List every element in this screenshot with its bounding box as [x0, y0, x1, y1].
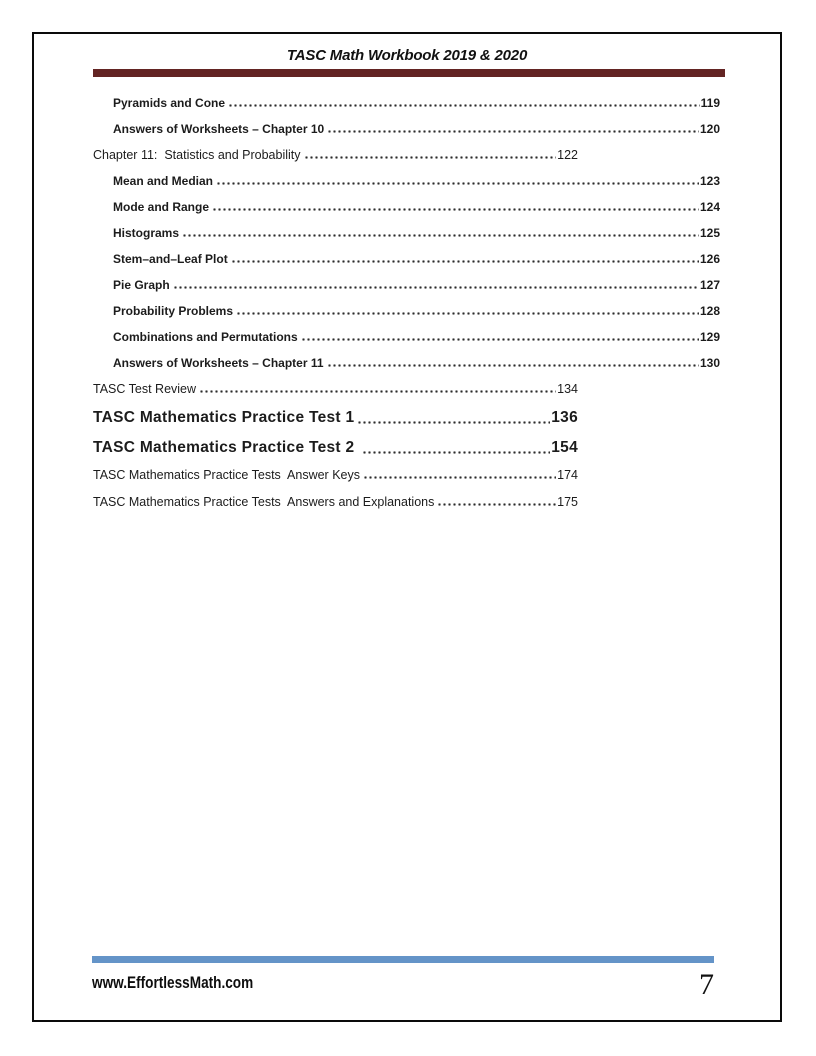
dot-leader [357, 421, 550, 424]
toc-entry-label: Histograms [113, 226, 180, 240]
toc-entry-page: 120 [699, 122, 720, 136]
toc-entry [113, 278, 720, 292]
toc-entry-page: 174 [557, 468, 578, 482]
dot-leader [363, 476, 556, 479]
toc-entry [113, 174, 720, 188]
toc-entry-label: Answers of Worksheets – Chapter 10 [113, 122, 325, 136]
dot-leader [437, 503, 556, 506]
toc-entry-label: Mean and Median [113, 174, 214, 188]
toc-entry-label: Answers of Worksheets – Chapter 11 [113, 356, 324, 370]
toc-list [93, 96, 720, 509]
page-title: TASC Math Workbook 2019 & 2020 [286, 47, 528, 64]
toc-entry-label: Combinations and Permutations [113, 330, 298, 344]
dot-leader [304, 156, 557, 159]
toc-entry-label: TASC Mathematics Practice Test 2 [93, 439, 360, 456]
dot-leader [327, 364, 699, 367]
toc-entry [93, 468, 720, 482]
dot-leader [327, 130, 699, 133]
toc-entry-label: Chapter 11: Statistics and Probability [93, 148, 301, 162]
toc-entry-page: 154 [551, 439, 578, 456]
toc-entry-page: 136 [551, 409, 578, 426]
toc-entry-label: Pie Graph [113, 278, 170, 292]
dot-leader [199, 390, 556, 393]
toc-entry [93, 495, 720, 509]
toc-entry-page: 124 [699, 200, 720, 214]
website-link: www.EffortlessMath.com [92, 973, 254, 992]
dot-leader [301, 338, 699, 341]
toc-entry-label: Stem–and–Leaf Plot [113, 252, 228, 266]
toc-entry-label: TASC Mathematics Practice Test 1 [93, 409, 355, 426]
toc-entry [93, 148, 720, 162]
toc-entry [93, 438, 720, 457]
toc-entry-page: 122 [557, 148, 578, 162]
dot-leader [212, 208, 699, 211]
toc-entry-page: 130 [699, 356, 720, 370]
toc-entry [113, 356, 720, 370]
toc-entry-label: TASC Test Review [93, 382, 197, 396]
dot-leader [228, 104, 700, 107]
toc-entry-label: TASC Mathematics Practice Tests Answer Keys [93, 468, 360, 482]
toc-entry [113, 122, 720, 136]
toc-entry [113, 304, 720, 318]
page-number: 7 [699, 968, 714, 1001]
toc-entry-page: 128 [699, 304, 720, 318]
page-footer [92, 956, 714, 1000]
dot-leader [362, 451, 550, 454]
header-accent-bar [93, 69, 725, 77]
toc-entry [113, 226, 720, 240]
toc-entry [113, 200, 720, 214]
dot-leader [231, 260, 699, 263]
toc-entry [113, 96, 720, 110]
toc-entry-label: Mode and Range [113, 200, 210, 214]
dot-leader [182, 234, 699, 237]
toc-entry-label: Probability Problems [113, 304, 234, 318]
toc-entry-page: 127 [699, 278, 720, 292]
toc-entry [113, 330, 720, 344]
toc-entry [93, 382, 720, 396]
footer-row [92, 970, 714, 1000]
toc-entry-page: 119 [700, 96, 720, 110]
toc-entry-page: 134 [557, 382, 578, 396]
toc-entry-page: 129 [699, 330, 720, 344]
toc-entry-page: 126 [699, 252, 720, 266]
dot-leader [216, 182, 699, 185]
footer-accent-bar [92, 956, 714, 963]
toc-entry [93, 408, 720, 427]
toc-entry-page: 123 [699, 174, 720, 188]
dot-leader [173, 286, 699, 289]
dot-leader [236, 312, 699, 315]
toc-entry-label: Pyramids and Cone [113, 96, 226, 110]
document-page [32, 32, 782, 1022]
toc-entry-page: 125 [699, 226, 720, 240]
toc-entry-page: 175 [557, 495, 578, 509]
toc-entry [113, 252, 720, 266]
toc-entry-label: TASC Mathematics Practice Tests Answers and Explanations [93, 495, 435, 509]
